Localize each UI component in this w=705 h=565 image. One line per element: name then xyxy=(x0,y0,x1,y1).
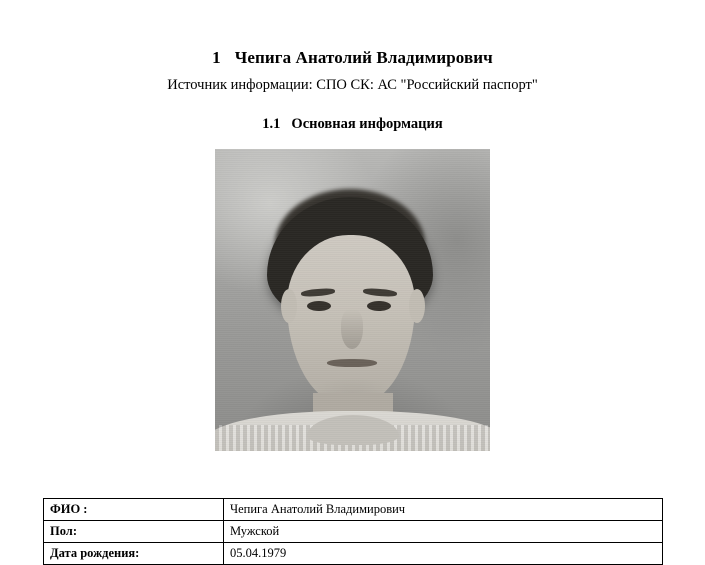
section-heading-text: Основная информация xyxy=(291,116,443,132)
portrait-photo xyxy=(215,149,490,451)
source-information-line: Источник информации: СПО СК: АС "Российский паспорт" xyxy=(167,77,538,93)
row-label-fullname: ФИО : xyxy=(44,499,224,521)
right-ear xyxy=(409,289,425,323)
nose xyxy=(341,309,363,349)
row-label-gender: Пол: xyxy=(44,521,224,543)
row-value-fullname: Чепига Анатолий Владимирович xyxy=(224,499,663,521)
left-eye xyxy=(307,301,331,311)
table-row xyxy=(44,521,663,543)
section-heading-number: 1.1 xyxy=(262,116,281,132)
right-eye xyxy=(367,301,391,311)
page-title-number: 1 xyxy=(212,48,221,67)
row-value-gender: Мужской xyxy=(224,521,663,543)
page-title-text: Чепига Анатолий Владимирович xyxy=(234,48,493,67)
personal-info-table xyxy=(43,498,663,565)
section-heading xyxy=(0,116,705,133)
document-page xyxy=(0,48,705,564)
mouth xyxy=(327,359,377,367)
row-label-birthdate: Дата рождения: xyxy=(44,543,224,565)
table-row xyxy=(44,543,663,565)
table-row xyxy=(44,499,663,521)
portrait-photo-container xyxy=(0,149,705,451)
left-ear xyxy=(281,289,297,323)
row-value-birthdate: 05.04.1979 xyxy=(224,543,663,565)
page-title xyxy=(0,48,705,68)
